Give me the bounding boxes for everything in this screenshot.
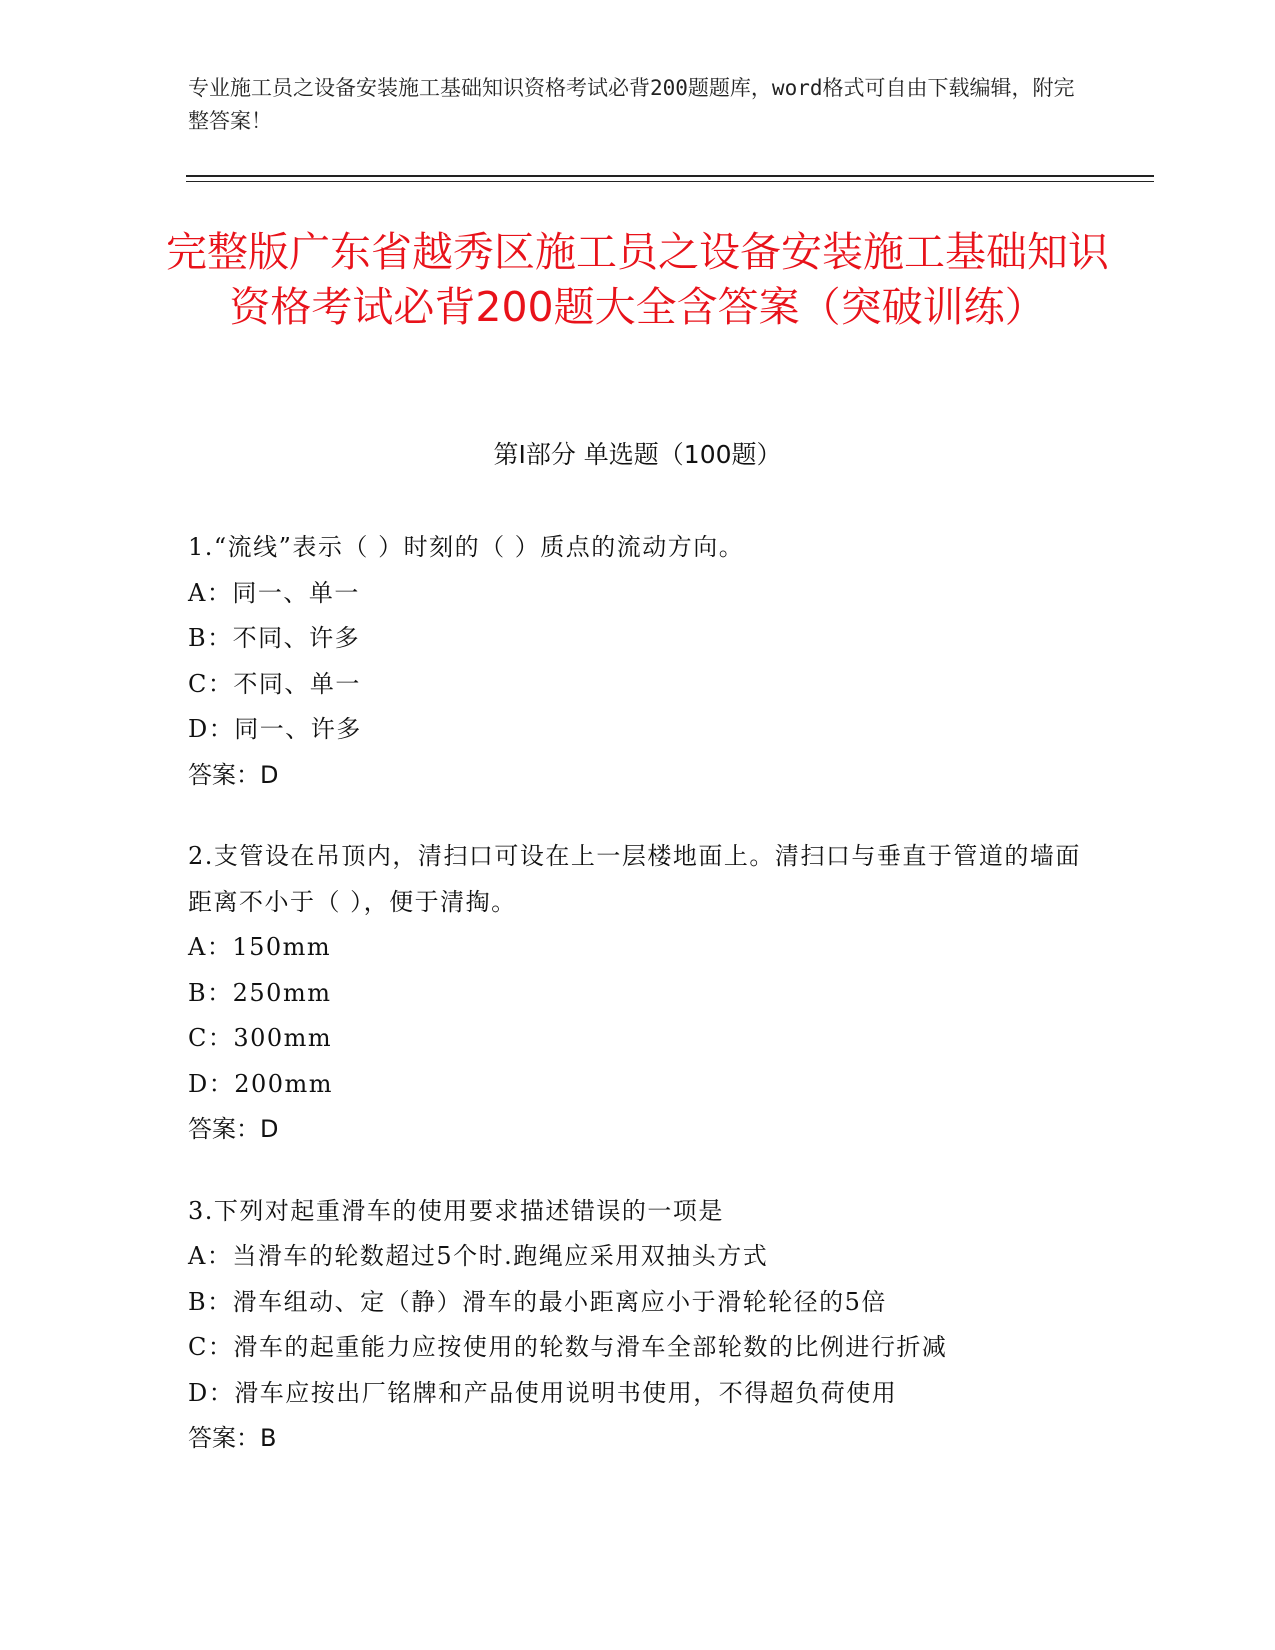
question-text: 2.支管设在吊顶内，清扫口可设在上一层楼地面上。清扫口与垂直于管道的墙面距离不小于（ ），便于清掏。 bbox=[188, 842, 1081, 916]
answer-line: 答案：B bbox=[188, 1424, 277, 1452]
option-d: D：200mm bbox=[188, 1069, 334, 1098]
question-list bbox=[188, 525, 1088, 1498]
header-divider-thin bbox=[186, 181, 1154, 182]
option-d: D：滑车应按出厂铭牌和产品使用说明书使用，不得超负荷使用 bbox=[188, 1378, 898, 1407]
answer-line: 答案：D bbox=[188, 1115, 279, 1143]
option-c: C：不同、单一 bbox=[188, 669, 361, 698]
header-divider-thick bbox=[186, 175, 1154, 177]
option-c: C：滑车的起重能力应按使用的轮数与滑车全部轮数的比例进行折减 bbox=[188, 1333, 948, 1361]
answer-line: 答案：D bbox=[188, 760, 279, 789]
section-title: 第Ⅰ部分 单选题（100题） bbox=[493, 440, 782, 469]
option-a: A：150mm bbox=[188, 933, 332, 961]
option-b: B：不同、许多 bbox=[188, 624, 361, 652]
option-a: A：当滑车的轮数超过5个时.跑绳应采用双抽头方式 bbox=[188, 1242, 769, 1270]
document-title: 完整版广东省越秀区施工员之设备安装施工基础知识资格考试必背200题大全含答案（突破训练） bbox=[166, 228, 1109, 331]
header-note: 专业施工员之设备安装施工基础知识资格考试必背200题题库，word格式可自由下载编辑，附完整答案！ bbox=[188, 76, 1075, 133]
question-3 bbox=[188, 1189, 1088, 1462]
option-b: B：滑车组动、定（静）滑车的最小距离应小于滑轮轮径的5倍 bbox=[188, 1287, 887, 1316]
question-text: 3.下列对起重滑车的使用要求描述错误的一项是 bbox=[188, 1196, 724, 1225]
option-c: C：300mm bbox=[188, 1024, 333, 1052]
option-a: A：同一、单一 bbox=[188, 578, 360, 607]
option-b: B：250mm bbox=[188, 978, 332, 1007]
question-2 bbox=[188, 834, 1088, 1153]
question-1 bbox=[188, 525, 1088, 798]
option-d: D：同一、许多 bbox=[188, 715, 362, 743]
question-text: 1.“流线”表示（ ）时刻的（ ）质点的流动方向。 bbox=[188, 533, 745, 561]
